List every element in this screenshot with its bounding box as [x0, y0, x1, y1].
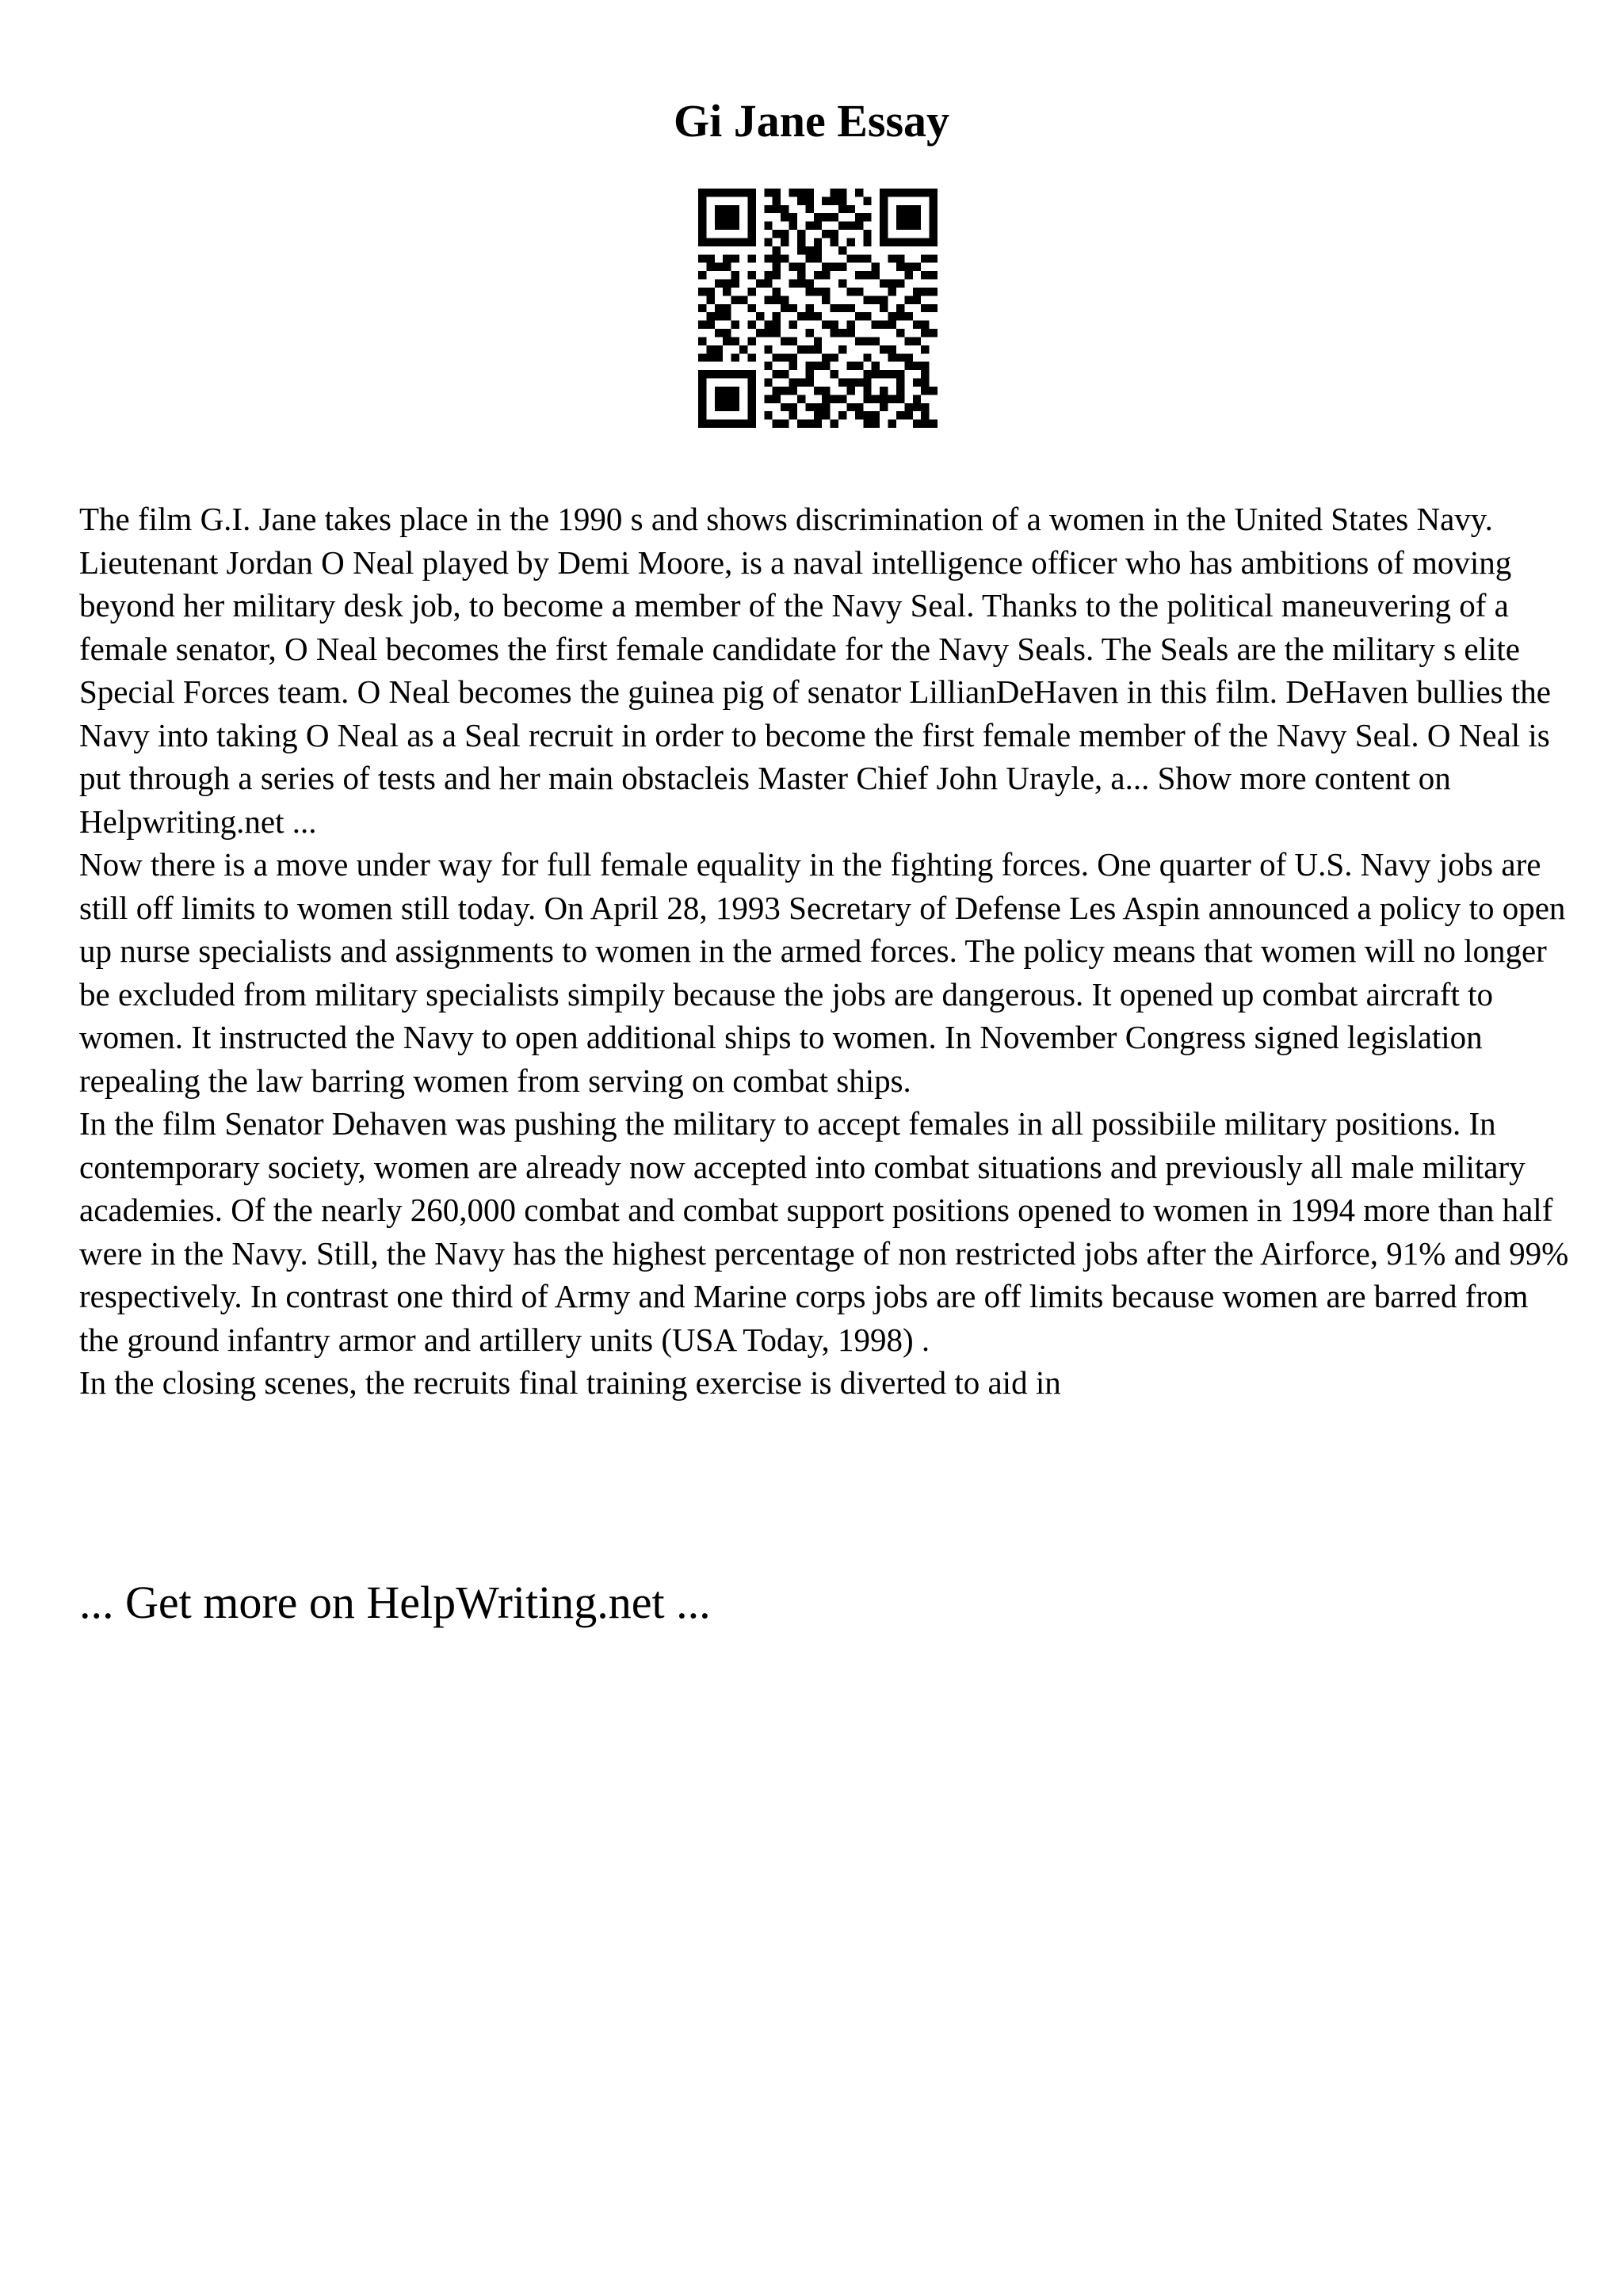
essay-paragraph-4: In the closing scenes, the recruits final training exercise is diverted to aid in	[79, 1364, 1061, 1401]
essay-paragraph-3: In the film Senator Dehaven was pushing the military to accept females in all possibiile military positions. In contemporary society, women are already now accepted into combat situations and previously all male military academies. Of the nearly 260,000 combat and combat support positions opened to women in 1994 more than half were in the Navy. Still, the Navy has the highest percentage of non restricted jobs after the Airforce, 91% and 99% respectively. In contrast one third of Army and Marine corps jobs are off limits because women are barred from the ground infantry armor and artillery units (USA Today, 1998) .	[79, 1105, 1569, 1358]
qr-code-graphic	[698, 189, 938, 428]
qr-code-icon	[698, 189, 938, 428]
essay-body	[79, 498, 1569, 1405]
essay-paragraph-2: Now there is a move under way for full female equality in the fighting forces. One quarter of U.S. Navy jobs are still off limits to women still today. On April 28, 1993 Secretary of Defense Les Aspin announced a policy to open up nurse specialists and assignments to women in the armed forces. The policy means that women will no longer be excluded from military specialists simpily because the jobs are dangerous. It opened up combat aircraft to women. It instructed the Navy to open additional ships to women. In November Congress signed legislation repealing the law barring women from serving on combat ships.	[79, 846, 1566, 1099]
document-title: Gi Jane Essay	[673, 95, 950, 147]
get-more-link[interactable]: ... Get more on HelpWriting.net ...	[79, 1577, 711, 1628]
essay-paragraph-1: The film G.I. Jane takes place in the 1990 s and shows discrimination of a women in the United States Navy. Lieutenant Jordan O Neal played by Demi Moore, is a naval intelligence officer who has ambitions of moving beyond her military desk job, to become a member of the Navy Seal. Thanks to the political maneuvering of a female senator, O Neal becomes the first female candidate for the Navy Seals. The Seals are the military s elite Special Forces team. O Neal becomes the guinea pig of senator LillianDeHaven in this film. DeHaven bullies the Navy into taking O Neal as a Seal recruit in order to become the first female member of the Navy Seal. O Neal is put through a series of tests and her main obstacleis Master Chief John Urayle, a... Show more content on Helpwriting.net ...	[79, 501, 1551, 840]
